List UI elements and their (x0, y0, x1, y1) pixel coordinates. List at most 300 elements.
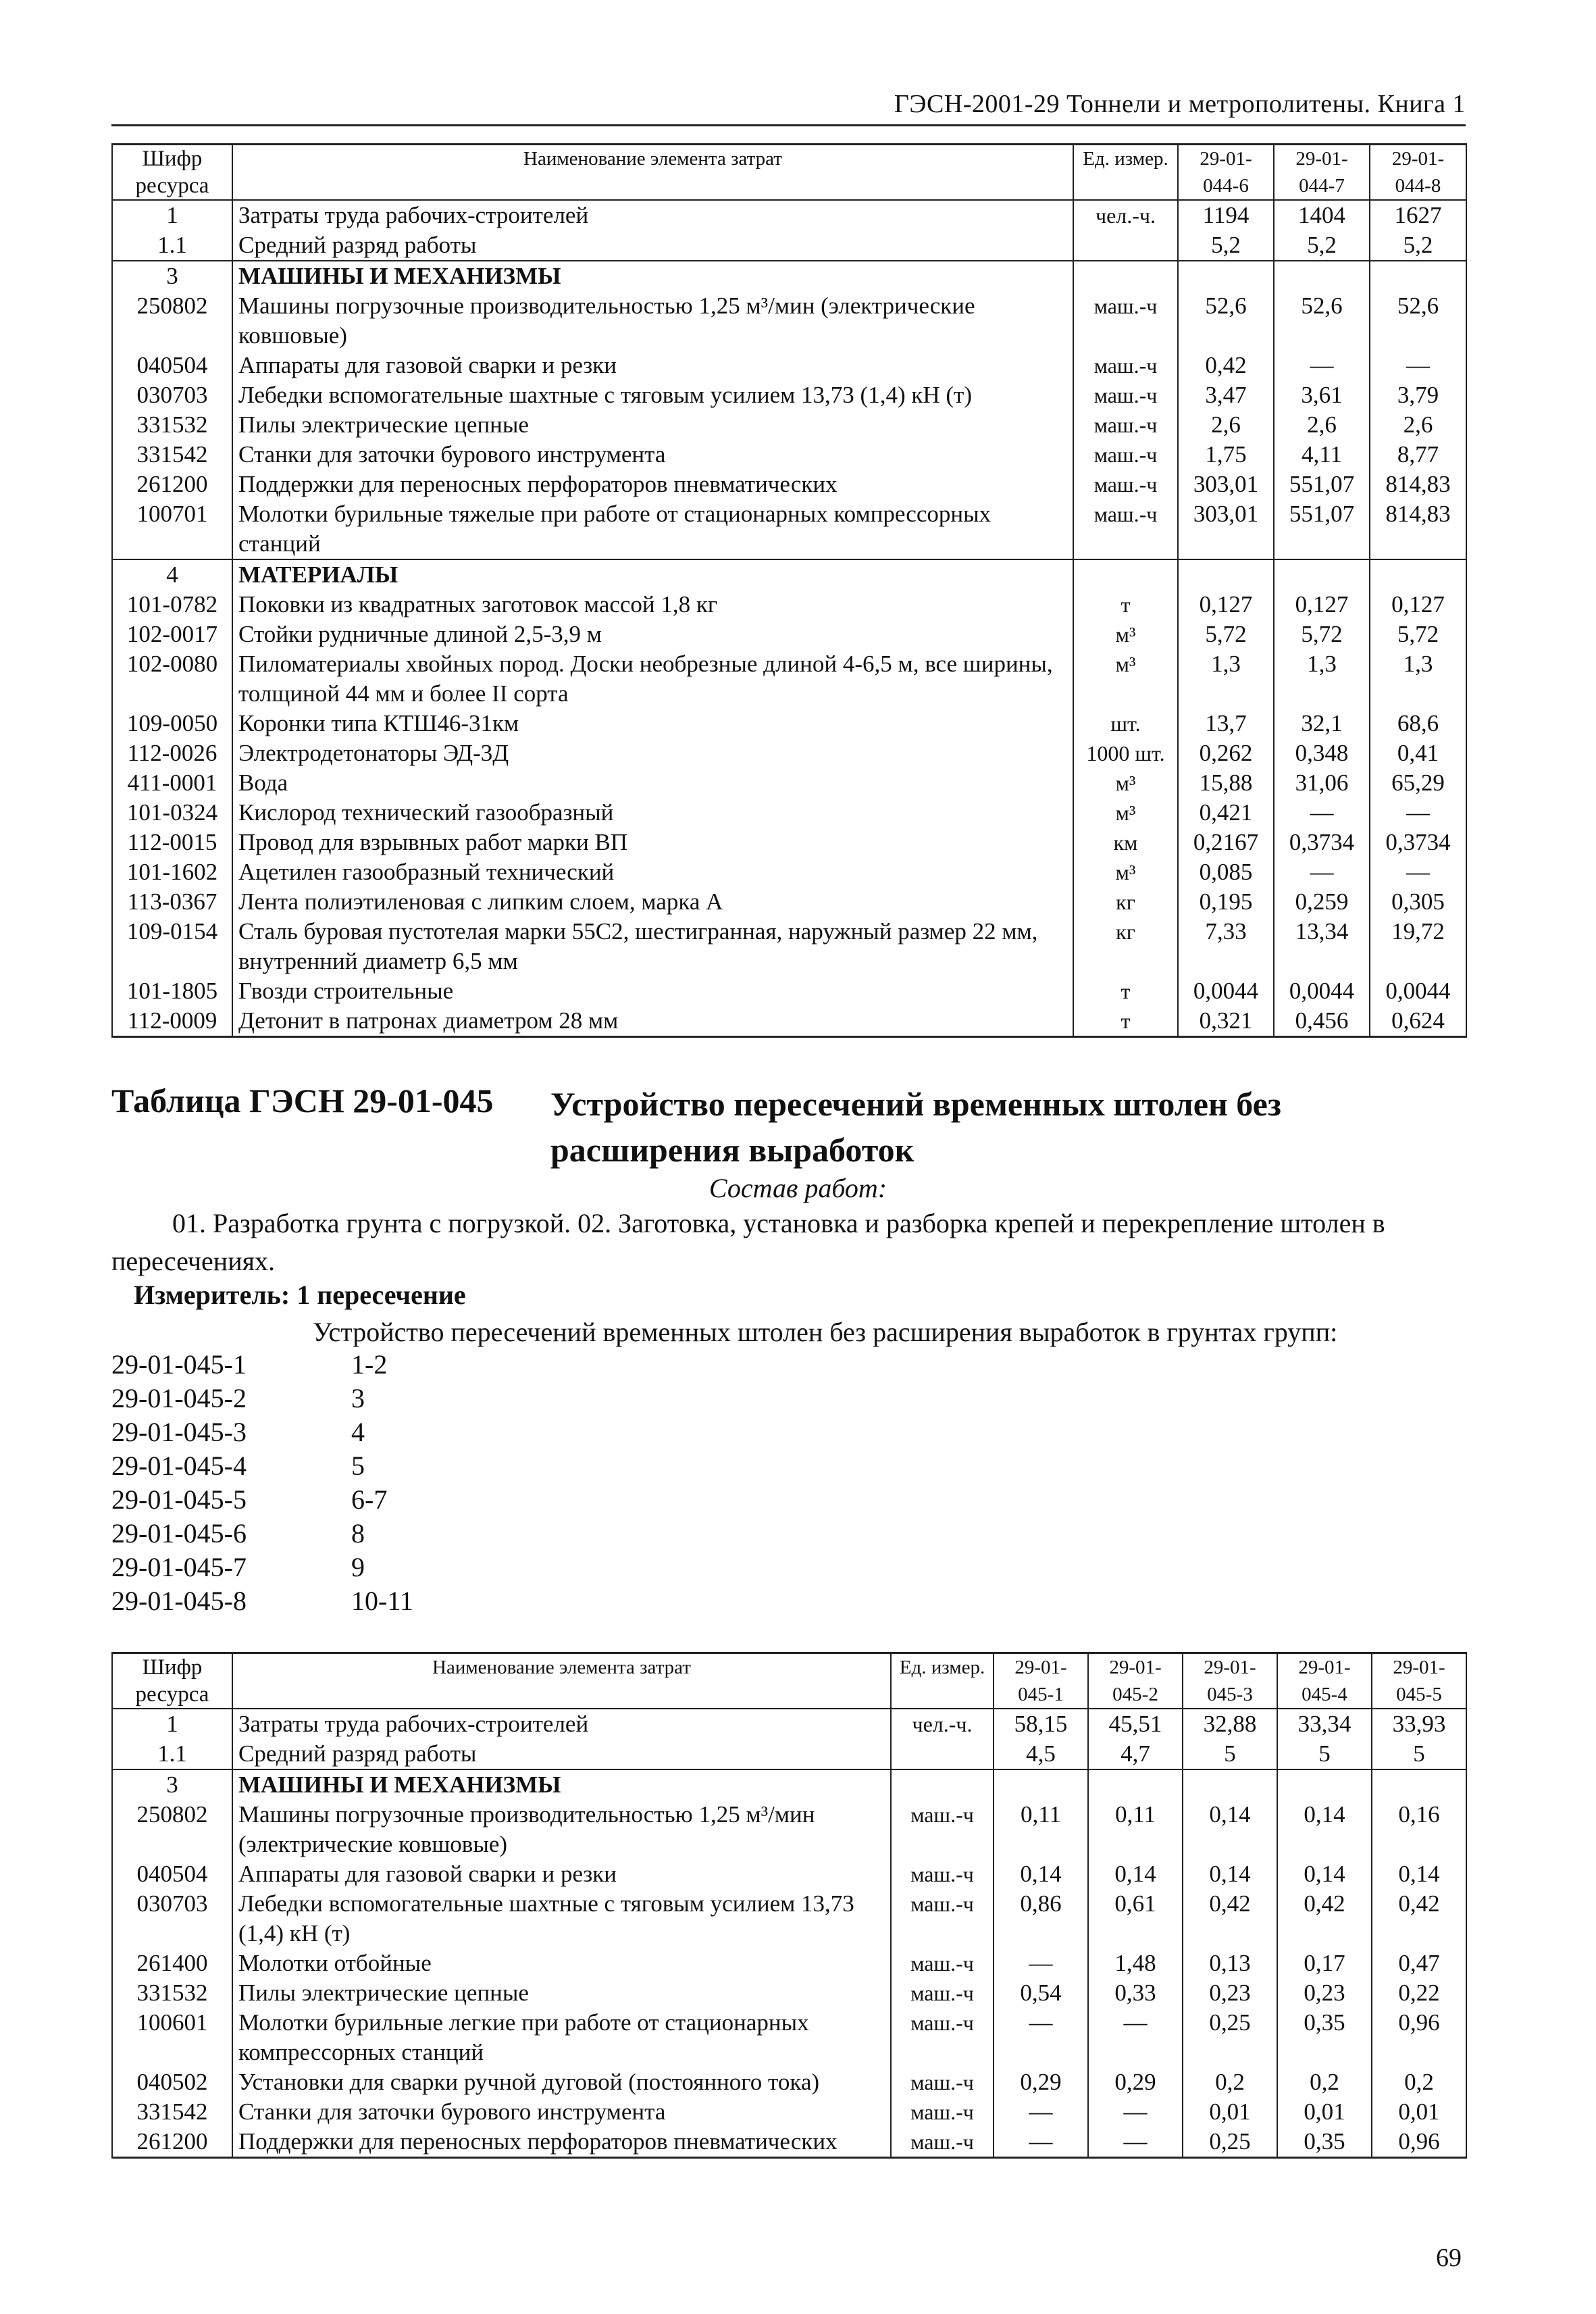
cell-code: 102-0017 (112, 620, 232, 649)
cell-value: 0,41 (1370, 738, 1466, 768)
table-row (112, 2008, 1466, 2067)
cell-name: Лента полиэтиленовая с липким слоем, марка А (232, 887, 1073, 917)
work-description: 01. Разработка грунта с погрузкой. 02. Заготовка, установка и разборка крепей и перекрепление штолен в пересечениях. (111, 1208, 1385, 1276)
cell-name: Средний разряд работы (232, 1739, 891, 1769)
resources-table-044 (111, 143, 1467, 1038)
cell-value: 52,6 (1274, 291, 1370, 351)
cell-value: 0,127 (1370, 590, 1466, 620)
header-col: 29-01-044-6 (1178, 145, 1274, 201)
table-row (112, 1978, 1466, 2008)
variant-group: 10-11 (351, 1586, 413, 1616)
cell-code: 101-1602 (112, 857, 232, 887)
cell-value: 0,11 (1088, 1800, 1183, 1859)
header-col: 29-01-044-7 (1274, 145, 1370, 201)
cell-value: — (1274, 798, 1370, 828)
cell-value: — (994, 1948, 1088, 1978)
table-label: Таблица ГЭСН 29-01-045 (111, 1082, 494, 1120)
table-row (112, 917, 1466, 976)
cell-value: 68,6 (1370, 709, 1466, 738)
table-row (112, 768, 1466, 798)
cell-value: 0,25 (1183, 2008, 1277, 2067)
table-row (112, 976, 1466, 1006)
cell-value: 0,14 (1277, 1800, 1372, 1859)
table-row (112, 857, 1466, 887)
cell-unit: м³ (1073, 798, 1178, 828)
cell-name: Затраты труда рабочих-строителей (232, 200, 1073, 230)
cell-value: 0,195 (1178, 887, 1274, 917)
page-header (111, 86, 1466, 126)
cell-unit: кг (1073, 917, 1178, 976)
variant-code: 29-01-045-2 (111, 1383, 247, 1413)
cell-value: 65,29 (1370, 768, 1466, 798)
cell-name: МАТЕРИАЛЫ (232, 559, 1073, 590)
table-row (112, 738, 1466, 768)
cell-value: 32,1 (1274, 709, 1370, 738)
cell-unit: маш.-ч (1073, 351, 1178, 380)
cell-value: 0,3734 (1370, 828, 1466, 857)
cell-value: 0,61 (1088, 1889, 1183, 1948)
cell-unit: т (1073, 1006, 1178, 1037)
cell-unit (891, 1739, 994, 1769)
cell-value: 5,72 (1370, 620, 1466, 649)
cell-unit: маш.-ч (1073, 291, 1178, 351)
cell-value: 0,22 (1372, 1978, 1466, 2008)
cell-value: 0,25 (1183, 2127, 1277, 2158)
cell-value: 33,93 (1372, 1709, 1466, 1739)
cell-unit: маш.-ч (891, 1889, 994, 1948)
cell-unit: маш.-ч (1073, 410, 1178, 440)
table-row (112, 261, 1466, 291)
cell-value: 551,07 (1274, 470, 1370, 499)
cell-value: 0,14 (1183, 1800, 1277, 1859)
table-row (112, 1709, 1466, 1739)
meter-label: Измеритель: 1 пересечение (134, 1280, 466, 1310)
cell-code: 109-0050 (112, 709, 232, 738)
table-row (112, 2067, 1466, 2097)
variant-code: 29-01-045-7 (111, 1552, 247, 1582)
cell-value: 5,72 (1274, 620, 1370, 649)
cell-value: 1,3 (1274, 649, 1370, 709)
header-code: Шифр ресурса (112, 145, 232, 201)
cell-code: 102-0080 (112, 649, 232, 709)
cell-name: Лебедки вспомогательные шахтные с тяговым усилием 13,73 (1,4) кН (т) (232, 380, 1073, 410)
cell-value: 0,96 (1372, 2127, 1466, 2158)
cell-value: 0,14 (994, 1859, 1088, 1889)
cell-unit: м³ (1073, 768, 1178, 798)
cell-value: 0,29 (994, 2067, 1088, 2097)
variant-group: 6-7 (351, 1484, 388, 1515)
cell-unit: т (1073, 976, 1178, 1006)
cell-unit: шт. (1073, 709, 1178, 738)
cell-value (1370, 261, 1466, 291)
cell-code: 030703 (112, 380, 232, 410)
cell-value (1183, 1769, 1277, 1800)
cell-name: Вода (232, 768, 1073, 798)
cell-value: 2,6 (1370, 410, 1466, 440)
variant-group: 8 (351, 1518, 365, 1549)
cell-unit: маш.-ч (1073, 440, 1178, 470)
cell-value: 0,0044 (1274, 976, 1370, 1006)
cell-value: 0,127 (1274, 590, 1370, 620)
cell-value: 5,72 (1178, 620, 1274, 649)
cell-unit: маш.-ч (1073, 470, 1178, 499)
cell-code: 030703 (112, 1889, 232, 1948)
table-row (112, 291, 1466, 351)
table-row (112, 620, 1466, 649)
cell-value: 814,83 (1370, 499, 1466, 559)
cell-code: 112-0015 (112, 828, 232, 857)
variant-row (111, 1348, 517, 1382)
variant-group: 3 (351, 1383, 365, 1413)
variant-code: 29-01-045-5 (111, 1484, 247, 1515)
cell-value: 0,3734 (1274, 828, 1370, 857)
cell-value: 13,7 (1178, 709, 1274, 738)
cell-name: Ацетилен газообразный технический (232, 857, 1073, 887)
cell-unit: маш.-ч (891, 1800, 994, 1859)
cell-value: 58,15 (994, 1709, 1088, 1739)
cell-unit: чел.-ч. (891, 1709, 994, 1739)
cell-code: 3 (112, 1769, 232, 1800)
cell-value: 0,127 (1178, 590, 1274, 620)
cell-value: — (994, 2097, 1088, 2127)
cell-value: 0,421 (1178, 798, 1274, 828)
cell-unit: т (1073, 590, 1178, 620)
cell-value: — (1088, 2127, 1183, 2158)
header-col: 29-01-045-1 (994, 1653, 1088, 1709)
cell-unit (1073, 230, 1178, 261)
cell-value: 0,14 (1088, 1859, 1183, 1889)
cell-code: 331532 (112, 410, 232, 440)
cell-unit: маш.-ч (891, 2097, 994, 2127)
header-col: 29-01-044-8 (1370, 145, 1466, 201)
cell-value: 3,79 (1370, 380, 1466, 410)
cell-value (1274, 559, 1370, 590)
cell-value: 32,88 (1183, 1709, 1277, 1739)
cell-value: — (1274, 857, 1370, 887)
variant-code: 29-01-045-3 (111, 1417, 247, 1447)
cell-value: 0,0044 (1370, 976, 1466, 1006)
cell-value: 0,01 (1277, 2097, 1372, 2127)
cell-code: 112-0009 (112, 1006, 232, 1037)
variant-group: 5 (351, 1451, 365, 1481)
cell-value: 0,259 (1274, 887, 1370, 917)
cell-value (1277, 1769, 1372, 1800)
cell-value: — (994, 2127, 1088, 2158)
table-row (112, 380, 1466, 410)
cell-name: Средний разряд работы (232, 230, 1073, 261)
cell-value: 4,5 (994, 1739, 1088, 1769)
cell-value: — (1088, 2097, 1183, 2127)
cell-name: Установки для сварки ручной дуговой (постоянного тока) (232, 2067, 891, 2097)
table-row (112, 559, 1466, 590)
cell-value: 1,75 (1178, 440, 1274, 470)
cell-value: 33,34 (1277, 1709, 1372, 1739)
header-unit: Ед. измер. (1073, 145, 1178, 201)
table-title: Устройство пересечений временных штолен без расширения выработок (550, 1085, 1281, 1169)
cell-value (1178, 261, 1274, 291)
header-col: 29-01-045-5 (1372, 1653, 1466, 1709)
cell-unit: чел.-ч. (1073, 200, 1178, 230)
cell-value: 0,29 (1088, 2067, 1183, 2097)
cell-name: МАШИНЫ И МЕХАНИЗМЫ (232, 1769, 891, 1800)
cell-name: Молотки отбойные (232, 1948, 891, 1978)
cell-value: 0,86 (994, 1889, 1088, 1948)
table-row (112, 1006, 1466, 1037)
cell-code: 261400 (112, 1948, 232, 1978)
cell-value: 0,2 (1372, 2067, 1466, 2097)
cell-name: Коронки типа КТШ46-31км (232, 709, 1073, 738)
cell-value: — (1370, 857, 1466, 887)
work-heading: Состав работ: (709, 1173, 887, 1203)
cell-code: 040504 (112, 1859, 232, 1889)
cell-code: 261200 (112, 2127, 232, 2158)
page-number: 69 (1436, 2244, 1462, 2272)
cell-name: Машины погрузочные производительностью 1,25 м³/мин (электрические ковшовые) (232, 291, 1073, 351)
variant-row (111, 1551, 517, 1584)
table-row (112, 1889, 1466, 1948)
cell-unit: 1000 шт. (1073, 738, 1178, 768)
cell-name: МАШИНЫ И МЕХАНИЗМЫ (232, 261, 1073, 291)
cell-name: Пиломатериалы хвойных пород. Доски необрезные длиной 4-6,5 м, все ширины, толщиной 44 мм и более II сорта (232, 649, 1073, 709)
cell-code: 331542 (112, 440, 232, 470)
cell-value: 1,48 (1088, 1948, 1183, 1978)
cell-code: 250802 (112, 1800, 232, 1859)
cell-value: 0,13 (1183, 1948, 1277, 1978)
cell-value: 13,34 (1274, 917, 1370, 976)
cell-value: 5,2 (1370, 230, 1466, 261)
cell-unit (1073, 559, 1178, 590)
header-text: ГЭСН-2001-29 Тоннели и метрополитены. Книга 1 (894, 90, 1466, 118)
cell-unit: маш.-ч (891, 2008, 994, 2067)
cell-value: 0,16 (1372, 1800, 1466, 1859)
cell-value: 1,3 (1370, 649, 1466, 709)
header-col: 29-01-045-4 (1277, 1653, 1372, 1709)
cell-value: 5,2 (1178, 230, 1274, 261)
cell-value (1088, 1769, 1183, 1800)
cell-name: Поддержки для переносных перфораторов пневматических (232, 2127, 891, 2158)
cell-value: 0,624 (1370, 1006, 1466, 1037)
cell-value: 0,42 (1178, 351, 1274, 380)
cell-value: 5,2 (1274, 230, 1370, 261)
cell-value: 4,11 (1274, 440, 1370, 470)
cell-code: 100701 (112, 499, 232, 559)
cell-unit (1073, 261, 1178, 291)
variant-code: 29-01-045-4 (111, 1451, 247, 1481)
cell-code: 1.1 (112, 1739, 232, 1769)
cell-value: 0,23 (1183, 1978, 1277, 2008)
resources-table-045 (111, 1652, 1467, 2159)
variant-group: 1-2 (351, 1349, 388, 1380)
table-row (112, 649, 1466, 709)
table-row (112, 470, 1466, 499)
cell-unit: маш.-ч (891, 2127, 994, 2158)
cell-unit: маш.-ч (891, 1859, 994, 1889)
cell-unit (891, 1769, 994, 1800)
cell-name: Поддержки для переносных перфораторов пневматических (232, 470, 1073, 499)
table-row (112, 1739, 1466, 1769)
header-col: 29-01-045-2 (1088, 1653, 1183, 1709)
cell-value: 52,6 (1178, 291, 1274, 351)
cell-value: 0,96 (1372, 2008, 1466, 2067)
cell-value: 0,14 (1372, 1859, 1466, 1889)
cell-name: Затраты труда рабочих-строителей (232, 1709, 891, 1739)
cell-name: Гвозди строительные (232, 976, 1073, 1006)
cell-value: 551,07 (1274, 499, 1370, 559)
variant-row (111, 1449, 517, 1483)
header-col: 29-01-045-3 (1183, 1653, 1277, 1709)
variants-list (111, 1348, 517, 1618)
cell-code: 261200 (112, 470, 232, 499)
table-row (112, 351, 1466, 380)
table-row (112, 1769, 1466, 1800)
cell-unit: м³ (1073, 857, 1178, 887)
table-row (112, 2127, 1466, 2158)
cell-code: 3 (112, 261, 232, 291)
cell-code: 112-0026 (112, 738, 232, 768)
cell-name: Станки для заточки бурового инструмента (232, 2097, 891, 2127)
cell-value: 0,33 (1088, 1978, 1183, 2008)
table-row (112, 828, 1466, 857)
cell-value: 3,61 (1274, 380, 1370, 410)
variant-row (111, 1517, 517, 1551)
cell-value: 0,01 (1183, 2097, 1277, 2127)
cell-name: Пилы электрические цепные (232, 410, 1073, 440)
table-header-row (112, 1653, 1466, 1709)
cell-code: 1 (112, 1709, 232, 1739)
cell-value: 19,72 (1370, 917, 1466, 976)
cell-value: — (1088, 2008, 1183, 2067)
cell-value: 814,83 (1370, 470, 1466, 499)
header-name: Наименование элемента затрат (232, 145, 1073, 201)
cell-value: 31,06 (1274, 768, 1370, 798)
table-row (112, 887, 1466, 917)
cell-value: 0,321 (1178, 1006, 1274, 1037)
cell-code: 250802 (112, 291, 232, 351)
cell-value: 0,17 (1277, 1948, 1372, 1978)
cell-value: — (1370, 798, 1466, 828)
cell-code: 331542 (112, 2097, 232, 2127)
cell-code: 040504 (112, 351, 232, 380)
table-row (112, 1948, 1466, 1978)
variant-code: 29-01-045-8 (111, 1586, 247, 1616)
cell-name: Электродетонаторы ЭД-3Д (232, 738, 1073, 768)
cell-value: 0,54 (994, 1978, 1088, 2008)
cell-unit: маш.-ч (1073, 499, 1178, 559)
cell-value: 0,2 (1183, 2067, 1277, 2097)
cell-value: 303,01 (1178, 499, 1274, 559)
cell-unit: м³ (1073, 649, 1178, 709)
cell-value: 5 (1277, 1739, 1372, 1769)
cell-unit: маш.-ч (1073, 380, 1178, 410)
table-row (112, 410, 1466, 440)
cell-unit: кг (1073, 887, 1178, 917)
cell-value: 0,0044 (1178, 976, 1274, 1006)
cell-name: Провод для взрывных работ марки ВП (232, 828, 1073, 857)
cell-value: 4,7 (1088, 1739, 1183, 1769)
variant-row (111, 1415, 517, 1449)
cell-value (994, 1769, 1088, 1800)
cell-name: Стойки рудничные длиной 2,5-3,9 м (232, 620, 1073, 649)
cell-value: 0,42 (1277, 1889, 1372, 1948)
cell-value: 0,42 (1372, 1889, 1466, 1948)
cell-value: 0,47 (1372, 1948, 1466, 1978)
cell-value: 2,6 (1178, 410, 1274, 440)
cell-code: 101-0324 (112, 798, 232, 828)
cell-value: 0,42 (1183, 1889, 1277, 1948)
cell-value: 0,35 (1277, 2008, 1372, 2067)
cell-name: Кислород технический газообразный (232, 798, 1073, 828)
cell-name: Детонит в патронах диаметром 28 мм (232, 1006, 1073, 1037)
cell-value: 0,23 (1277, 1978, 1372, 2008)
table-row (112, 1800, 1466, 1859)
cell-value: 45,51 (1088, 1709, 1183, 1739)
header-code: Шифр ресурса (112, 1653, 232, 1709)
table-row (112, 499, 1466, 559)
cell-value: 8,77 (1370, 440, 1466, 470)
cell-value: 0,085 (1178, 857, 1274, 887)
cell-unit: маш.-ч (891, 1948, 994, 1978)
cell-code: 040502 (112, 2067, 232, 2097)
cell-value: — (1274, 351, 1370, 380)
cell-unit: м³ (1073, 620, 1178, 649)
table-row (112, 2097, 1466, 2127)
cell-value: 52,6 (1370, 291, 1466, 351)
table-row (112, 200, 1466, 230)
variant-code: 29-01-045-6 (111, 1518, 247, 1549)
cell-value: 15,88 (1178, 768, 1274, 798)
cell-name: Молотки бурильные легкие при работе от стационарных компрессорных станций (232, 2008, 891, 2067)
cell-value (1370, 559, 1466, 590)
cell-value: 0,11 (994, 1800, 1088, 1859)
cell-name: Лебедки вспомогательные шахтные с тяговым усилием 13,73 (1,4) кН (т) (232, 1889, 891, 1948)
cell-value: 0,01 (1372, 2097, 1466, 2127)
cell-name: Пилы электрические цепные (232, 1978, 891, 2008)
table-row (112, 590, 1466, 620)
cell-name: Аппараты для газовой сварки и резки (232, 351, 1073, 380)
cell-name: Сталь буровая пустотелая марки 55С2, шестигранная, наружный размер 22 мм, внутренний диаметр 6,5 мм (232, 917, 1073, 976)
cell-value: 1194 (1178, 200, 1274, 230)
cell-value (1274, 261, 1370, 291)
variant-code: 29-01-045-1 (111, 1349, 247, 1380)
table-row (112, 709, 1466, 738)
cell-name: Машины погрузочные производительностью 1,25 м³/мин (электрические ковшовые) (232, 1800, 891, 1859)
cell-name: Поковки из квадратных заготовок массой 1,8 кг (232, 590, 1073, 620)
cell-name: Молотки бурильные тяжелые при работе от стационарных компрессорных станций (232, 499, 1073, 559)
cell-code: 113-0367 (112, 887, 232, 917)
cell-value (1372, 1769, 1466, 1800)
cell-code: 101-1805 (112, 976, 232, 1006)
cell-name: Аппараты для газовой сварки и резки (232, 1859, 891, 1889)
cell-code: 101-0782 (112, 590, 232, 620)
cell-value: 0,14 (1277, 1859, 1372, 1889)
cell-value: 0,456 (1274, 1006, 1370, 1037)
cell-code: 1.1 (112, 230, 232, 261)
cell-value: 0,14 (1183, 1859, 1277, 1889)
header-unit: Ед. измер. (891, 1653, 994, 1709)
cell-value: 0,348 (1274, 738, 1370, 768)
cell-unit: маш.-ч (891, 1978, 994, 2008)
table-row (112, 1859, 1466, 1889)
variant-group: 9 (351, 1552, 365, 1582)
cell-value: — (1370, 351, 1466, 380)
cell-code: 331532 (112, 1978, 232, 2008)
table-row (112, 798, 1466, 828)
table-row (112, 440, 1466, 470)
cell-value: 2,6 (1274, 410, 1370, 440)
cell-code: 109-0154 (112, 917, 232, 976)
table-row (112, 230, 1466, 261)
cell-value: 0,2 (1277, 2067, 1372, 2097)
